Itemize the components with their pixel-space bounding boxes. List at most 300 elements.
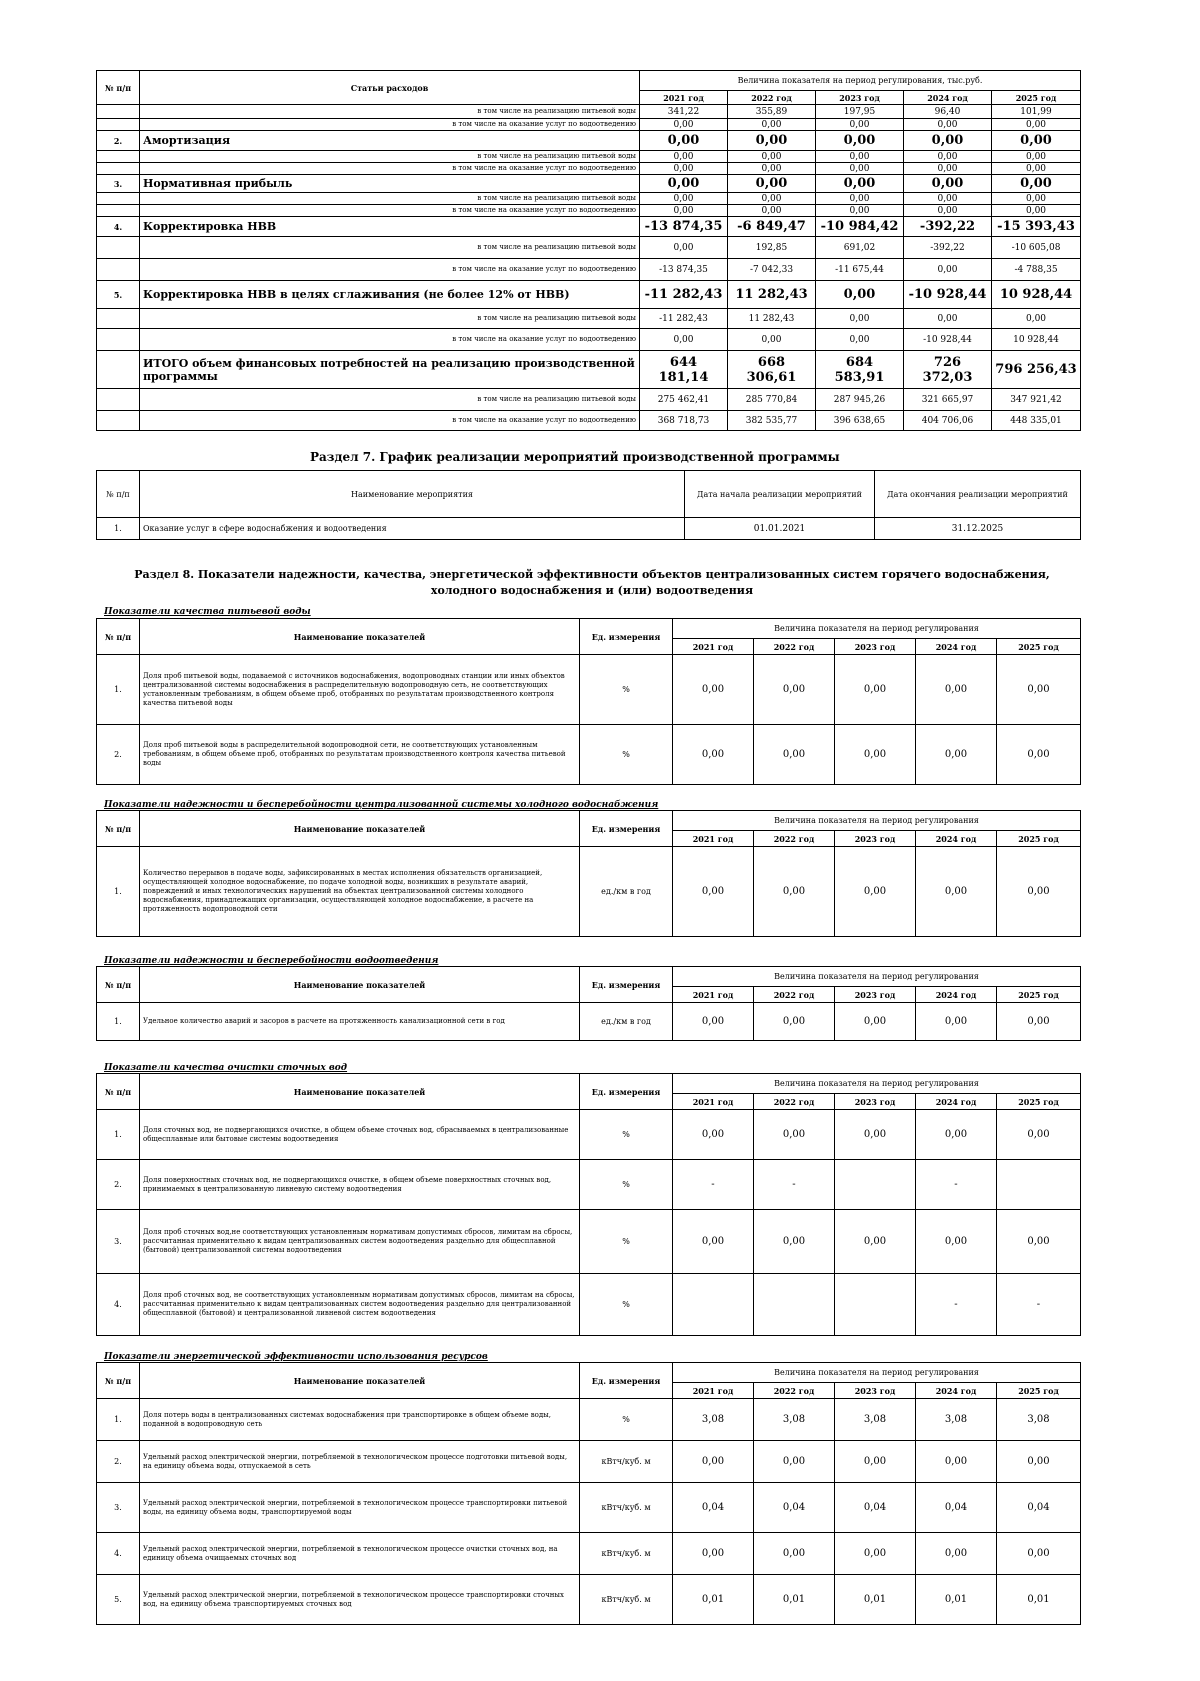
value-2023 bbox=[835, 1160, 916, 1210]
value-2023: 0,00 bbox=[816, 281, 904, 309]
value-2025: 0,00 bbox=[992, 205, 1081, 217]
value-2025: 347 921,42 bbox=[992, 389, 1081, 411]
indicator-row bbox=[97, 1441, 1081, 1483]
year-header-0: 2021 год bbox=[673, 987, 754, 1003]
unit: кВтч/куб. м bbox=[580, 1533, 673, 1575]
value-2024: 0,00 bbox=[904, 259, 992, 281]
value-2025: 0,00 bbox=[992, 193, 1081, 205]
value-2023: 0,00 bbox=[835, 725, 916, 785]
value-2022: -7 042,33 bbox=[728, 259, 816, 281]
schedule-table bbox=[96, 470, 1081, 540]
value-2025: -4 788,35 bbox=[992, 259, 1081, 281]
value-2023: 0,00 bbox=[835, 1210, 916, 1274]
row-number: 1. bbox=[97, 1110, 140, 1160]
start-date: 01.01.2021 bbox=[685, 518, 875, 540]
value-2021: 0,00 bbox=[673, 1441, 754, 1483]
year-header-4: 2025 год bbox=[997, 1383, 1081, 1399]
col-header-indicator-name: Наименование показателей bbox=[140, 811, 580, 847]
value-2024: 0,00 bbox=[916, 725, 997, 785]
value-2022: 0,00 bbox=[728, 193, 816, 205]
year-header-0: 2021 год bbox=[640, 91, 728, 105]
indicator-row bbox=[97, 1533, 1081, 1575]
row-number bbox=[97, 309, 140, 329]
expense-row bbox=[97, 389, 1081, 411]
year-header-3: 2024 год bbox=[904, 91, 992, 105]
value-2025: 0,00 bbox=[997, 847, 1081, 937]
activity-name: Оказание услуг в сфере водоснабжения и водоотведения bbox=[140, 518, 685, 540]
row-number: 3. bbox=[97, 1210, 140, 1274]
expense-item-label: Амортизация bbox=[140, 131, 640, 151]
col-header-indicator-name: Наименование показателей bbox=[140, 1074, 580, 1110]
value-2025: 0,00 bbox=[992, 163, 1081, 175]
indicator-group-subtitle: Показатели качества питьевой воды bbox=[104, 607, 311, 617]
value-2021: 0,04 bbox=[673, 1483, 754, 1533]
value-2021: 644 181,14 bbox=[640, 351, 728, 389]
value-2021: 341,22 bbox=[640, 105, 728, 119]
value-2024: -392,22 bbox=[904, 217, 992, 237]
value-2025: 0,04 bbox=[997, 1483, 1081, 1533]
unit: кВтч/куб. м bbox=[580, 1575, 673, 1625]
section-7-title: Раздел 7. График реализации мероприятий производственной программы bbox=[310, 450, 840, 464]
row-number: 2. bbox=[97, 1160, 140, 1210]
value-2022: 0,00 bbox=[754, 847, 835, 937]
indicator-row bbox=[97, 1003, 1081, 1041]
col-header-number: № п/п bbox=[97, 471, 140, 518]
indicator-name: Удельный расход электрической энергии, потребляемой в технологическом процессе транспортировки сточных вод, на единицу объема транспортируемых сточных вод bbox=[140, 1575, 580, 1625]
value-2025: 0,00 bbox=[997, 1110, 1081, 1160]
value-2022: 0,00 bbox=[728, 119, 816, 131]
row-number: 5. bbox=[97, 1575, 140, 1625]
row-number bbox=[97, 163, 140, 175]
value-2025: 10 928,44 bbox=[992, 329, 1081, 351]
indicator-table bbox=[96, 966, 1081, 1041]
col-header-start-date: Дата начала реализации мероприятий bbox=[685, 471, 875, 518]
value-2024: 0,00 bbox=[904, 119, 992, 131]
row-number: 1. bbox=[97, 655, 140, 725]
row-number: 3. bbox=[97, 1483, 140, 1533]
expense-item-label: Нормативная прибыль bbox=[140, 175, 640, 193]
value-2025: 448 335,01 bbox=[992, 411, 1081, 431]
expense-row bbox=[97, 309, 1081, 329]
indicator-name: Доля сточных вод, не подвергающихся очистке, в общем объеме сточных вод, сбрасываемых в централизованные общесплавные или бытовые системы водоотведения bbox=[140, 1110, 580, 1160]
value-2025: -10 605,08 bbox=[992, 237, 1081, 259]
indicator-group-subtitle: Показатели надежности и бесперебойности централизованной системы холодного водоснабжения bbox=[104, 800, 659, 810]
row-number: 4. bbox=[97, 1533, 140, 1575]
value-2024: 0,00 bbox=[904, 309, 992, 329]
year-header-3: 2024 год bbox=[916, 639, 997, 655]
value-2024: 0,00 bbox=[916, 1110, 997, 1160]
value-2024: 0,00 bbox=[904, 175, 992, 193]
year-header-1: 2022 год bbox=[754, 987, 835, 1003]
value-2023: 0,00 bbox=[816, 309, 904, 329]
value-2024: 726 372,03 bbox=[904, 351, 992, 389]
value-2023: 0,00 bbox=[835, 1003, 916, 1041]
indicator-row bbox=[97, 725, 1081, 785]
row-number: 2. bbox=[97, 131, 140, 151]
value-2021: 0,00 bbox=[673, 1210, 754, 1274]
value-2024: 0,00 bbox=[904, 193, 992, 205]
col-header-indicator-name: Наименование показателей bbox=[140, 619, 580, 655]
indicator-row bbox=[97, 655, 1081, 725]
value-2022: 192,85 bbox=[728, 237, 816, 259]
expense-subitem-label: в том числе на оказание услуг по водоотведению bbox=[140, 163, 640, 175]
col-header-expense-item: Статьи расходов bbox=[140, 71, 640, 105]
value-2024: 0,00 bbox=[904, 205, 992, 217]
unit: % bbox=[580, 725, 673, 785]
value-2024: 321 665,97 bbox=[904, 389, 992, 411]
col-header-period: Величина показателя на период регулирования, тыс.руб. bbox=[640, 71, 1081, 91]
value-2023: 0,00 bbox=[816, 151, 904, 163]
value-2023: 0,00 bbox=[835, 655, 916, 725]
value-2022: 0,00 bbox=[754, 1210, 835, 1274]
col-header-indicator-name: Наименование показателей bbox=[140, 1363, 580, 1399]
indicator-row bbox=[97, 1160, 1081, 1210]
value-2021: 0,00 bbox=[640, 193, 728, 205]
value-2024: 0,00 bbox=[916, 1441, 997, 1483]
col-header-number: № п/п bbox=[97, 967, 140, 1003]
expense-item-label: ИТОГО объем финансовых потребностей на реализацию производственной программы bbox=[140, 351, 640, 389]
row-number: 5. bbox=[97, 281, 140, 309]
value-2024: 0,01 bbox=[916, 1575, 997, 1625]
expense-row bbox=[97, 281, 1081, 309]
col-header-unit: Ед. измерения bbox=[580, 967, 673, 1003]
expense-subitem-label: в том числе на оказание услуг по водоотведению bbox=[140, 329, 640, 351]
value-2021: -11 282,43 bbox=[640, 281, 728, 309]
value-2021: 0,00 bbox=[673, 1110, 754, 1160]
expense-subitem-label: в том числе на реализацию питьевой воды bbox=[140, 193, 640, 205]
year-header-1: 2022 год bbox=[754, 1383, 835, 1399]
value-2021 bbox=[673, 1274, 754, 1336]
value-2024: 0,00 bbox=[916, 1003, 997, 1041]
value-2021: -11 282,43 bbox=[640, 309, 728, 329]
year-header-4: 2025 год bbox=[997, 639, 1081, 655]
value-2025: 0,00 bbox=[997, 1533, 1081, 1575]
unit: % bbox=[580, 1110, 673, 1160]
expense-row bbox=[97, 259, 1081, 281]
col-header-period: Величина показателя на период регулирования bbox=[673, 619, 1081, 639]
value-2024: 0,00 bbox=[916, 1533, 997, 1575]
value-2021: 0,00 bbox=[640, 163, 728, 175]
col-header-number: № п/п bbox=[97, 1363, 140, 1399]
value-2025: 0,00 bbox=[992, 151, 1081, 163]
col-header-period: Величина показателя на период регулирования bbox=[673, 1363, 1081, 1383]
unit: ед./км в год bbox=[580, 847, 673, 937]
value-2023: 0,00 bbox=[835, 1533, 916, 1575]
value-2025: 0,00 bbox=[992, 309, 1081, 329]
expense-row bbox=[97, 105, 1081, 119]
value-2023: 0,00 bbox=[835, 1110, 916, 1160]
col-header-number: № п/п bbox=[97, 71, 140, 105]
year-header-3: 2024 год bbox=[916, 1094, 997, 1110]
expense-row bbox=[97, 119, 1081, 131]
unit: % bbox=[580, 1160, 673, 1210]
value-2024: -392,22 bbox=[904, 237, 992, 259]
indicator-group-subtitle: Показатели надежности и бесперебойности водоотведения bbox=[104, 956, 439, 966]
indicator-row bbox=[97, 847, 1081, 937]
unit: кВтч/куб. м bbox=[580, 1483, 673, 1533]
value-2022: 0,00 bbox=[754, 1110, 835, 1160]
value-2022: 0,00 bbox=[754, 1533, 835, 1575]
value-2021: 0,00 bbox=[640, 205, 728, 217]
unit: кВтч/куб. м bbox=[580, 1441, 673, 1483]
value-2023: -11 675,44 bbox=[816, 259, 904, 281]
indicator-name: Удельный расход электрической энергии, потребляемой в технологическом процессе очистки сточных вод, на единицу объема очищаемых сточных вод bbox=[140, 1533, 580, 1575]
indicator-name: Доля проб питьевой воды в распределительной водопроводной сети, не соответствующих установленным требованиям, в общем объеме проб, отобранных по результатам производственного контроля качества питьевой воды bbox=[140, 725, 580, 785]
row-number bbox=[97, 105, 140, 119]
row-number: 3. bbox=[97, 175, 140, 193]
expense-subitem-label: в том числе на реализацию питьевой воды bbox=[140, 309, 640, 329]
value-2022 bbox=[754, 1274, 835, 1336]
row-number bbox=[97, 351, 140, 389]
value-2024: 96,40 bbox=[904, 105, 992, 119]
value-2023: 0,00 bbox=[816, 119, 904, 131]
indicator-row bbox=[97, 1274, 1081, 1336]
expense-subitem-label: в том числе на реализацию питьевой воды bbox=[140, 151, 640, 163]
year-header-0: 2021 год bbox=[673, 1383, 754, 1399]
value-2023: 0,00 bbox=[816, 193, 904, 205]
value-2022: 382 535,77 bbox=[728, 411, 816, 431]
expense-row bbox=[97, 151, 1081, 163]
value-2022: - bbox=[754, 1160, 835, 1210]
value-2024: - bbox=[916, 1274, 997, 1336]
value-2025: 0,00 bbox=[997, 1210, 1081, 1274]
col-header-activity: Наименование мероприятия bbox=[140, 471, 685, 518]
year-header-1: 2022 год bbox=[754, 1094, 835, 1110]
year-header-1: 2022 год bbox=[754, 639, 835, 655]
value-2022: 0,00 bbox=[728, 151, 816, 163]
col-header-unit: Ед. измерения bbox=[580, 811, 673, 847]
year-header-3: 2024 год bbox=[916, 987, 997, 1003]
value-2025: 10 928,44 bbox=[992, 281, 1081, 309]
value-2021: 0,00 bbox=[640, 175, 728, 193]
value-2023: 0,04 bbox=[835, 1483, 916, 1533]
value-2025: - bbox=[997, 1274, 1081, 1336]
value-2024: 404 706,06 bbox=[904, 411, 992, 431]
unit: ед./км в год bbox=[580, 1003, 673, 1041]
value-2025: 0,00 bbox=[997, 655, 1081, 725]
value-2021: 0,00 bbox=[673, 1533, 754, 1575]
value-2021: 3,08 bbox=[673, 1399, 754, 1441]
year-header-1: 2022 год bbox=[754, 831, 835, 847]
value-2023: 3,08 bbox=[835, 1399, 916, 1441]
value-2024: 0,00 bbox=[904, 131, 992, 151]
value-2024: 0,00 bbox=[904, 163, 992, 175]
value-2022: 0,00 bbox=[754, 1441, 835, 1483]
year-header-2: 2023 год bbox=[835, 987, 916, 1003]
year-header-4: 2025 год bbox=[997, 1094, 1081, 1110]
value-2023 bbox=[835, 1274, 916, 1336]
indicator-table bbox=[96, 810, 1081, 937]
value-2025: 0,00 bbox=[992, 175, 1081, 193]
value-2022: 0,00 bbox=[728, 205, 816, 217]
value-2021: 0,00 bbox=[673, 655, 754, 725]
expense-subitem-label: в том числе на реализацию питьевой воды bbox=[140, 105, 640, 119]
value-2022: 0,00 bbox=[728, 175, 816, 193]
year-header-2: 2023 год bbox=[835, 1383, 916, 1399]
row-number: 1. bbox=[97, 518, 140, 540]
end-date: 31.12.2025 bbox=[875, 518, 1081, 540]
year-header-0: 2021 год bbox=[673, 1094, 754, 1110]
row-number: 1. bbox=[97, 847, 140, 937]
value-2025: 3,08 bbox=[997, 1399, 1081, 1441]
expense-row bbox=[97, 193, 1081, 205]
value-2025: -15 393,43 bbox=[992, 217, 1081, 237]
unit: % bbox=[580, 1399, 673, 1441]
year-header-4: 2025 год bbox=[997, 987, 1081, 1003]
value-2025: 0,00 bbox=[997, 725, 1081, 785]
value-2021: - bbox=[673, 1160, 754, 1210]
row-number bbox=[97, 259, 140, 281]
value-2024: 0,00 bbox=[916, 847, 997, 937]
value-2023: 0,00 bbox=[835, 1441, 916, 1483]
col-header-period: Величина показателя на период регулирования bbox=[673, 967, 1081, 987]
value-2025: 101,99 bbox=[992, 105, 1081, 119]
value-2021: 0,00 bbox=[673, 1003, 754, 1041]
expense-row bbox=[97, 411, 1081, 431]
indicator-name: Удельный расход электрической энергии, потребляемой в технологическом процессе подготовки питьевой воды, на единицу объема воды, отпускаемой в сеть bbox=[140, 1441, 580, 1483]
col-header-unit: Ед. измерения bbox=[580, 619, 673, 655]
value-2023: 0,00 bbox=[835, 847, 916, 937]
expense-subitem-label: в том числе на оказание услуг по водоотведению bbox=[140, 259, 640, 281]
value-2021: 0,00 bbox=[640, 119, 728, 131]
year-header-3: 2024 год bbox=[916, 831, 997, 847]
indicator-row bbox=[97, 1210, 1081, 1274]
unit: % bbox=[580, 1210, 673, 1274]
indicator-row bbox=[97, 1399, 1081, 1441]
row-number: 4. bbox=[97, 217, 140, 237]
value-2023: 0,00 bbox=[816, 205, 904, 217]
expense-subitem-label: в том числе на оказание услуг по водоотведению bbox=[140, 205, 640, 217]
value-2024: 0,00 bbox=[916, 1210, 997, 1274]
value-2021: 0,00 bbox=[640, 151, 728, 163]
value-2021: -13 874,35 bbox=[640, 217, 728, 237]
expense-row bbox=[97, 329, 1081, 351]
indicator-group-subtitle: Показатели энергетической эффективности использования ресурсов bbox=[104, 1352, 488, 1362]
expense-row bbox=[97, 351, 1081, 389]
unit: % bbox=[580, 655, 673, 725]
row-number: 1. bbox=[97, 1399, 140, 1441]
value-2025: 0,01 bbox=[997, 1575, 1081, 1625]
indicator-name: Доля проб питьевой воды, подаваемой с источников водоснабжения, водопроводных станции или иных объектов централизованной системы водоснабжения в распределительную водопроводную сеть, не соответствующих установленным требованиям, в общем объеме проб, отобранных по результатам производственного контроля качества питьевой воды bbox=[140, 655, 580, 725]
row-number bbox=[97, 193, 140, 205]
indicator-name: Удельный расход электрической энергии, потребляемой в технологическом процессе транспортировки питьевой воды, на единицу объема воды, транспортируемой воды bbox=[140, 1483, 580, 1533]
value-2021: 0,01 bbox=[673, 1575, 754, 1625]
value-2024: 0,00 bbox=[916, 655, 997, 725]
value-2021: 0,00 bbox=[640, 131, 728, 151]
col-header-period: Величина показателя на период регулирования bbox=[673, 1074, 1081, 1094]
year-header-4: 2025 год bbox=[992, 91, 1081, 105]
row-number bbox=[97, 151, 140, 163]
section-8-title: Раздел 8. Показатели надежности, качества, энергетической эффективности объектов централизованных систем горячего водоснабжения, холодного водоснабжения и (или) водоотведения bbox=[134, 568, 1050, 597]
value-2022: 0,00 bbox=[728, 131, 816, 151]
value-2022: 0,04 bbox=[754, 1483, 835, 1533]
value-2022: 355,89 bbox=[728, 105, 816, 119]
value-2022: 0,00 bbox=[754, 725, 835, 785]
year-header-2: 2023 год bbox=[835, 831, 916, 847]
indicator-name: Количество перерывов в подаче воды, зафиксированных в местах исполнения обязательств организацией, осуществляющей холодное водоснабжение, по подаче холодной воды, возникших в результате аварий, повреждений и иных технологических нарушений на объектах централизованной системы холодного водоснабжения, принадлежащих организации, осуществляющей холодное водоснабжение, в расчете на протяженность водопроводной сети bbox=[140, 847, 580, 937]
indicator-row bbox=[97, 1575, 1081, 1625]
value-2021: 0,00 bbox=[640, 329, 728, 351]
indicator-name: Доля проб сточных вод, не соответствующих установленным нормативам допустимых сбросов, лимитам на сбросы, рассчитанная применительно к видам централизованных систем водоотведения раздельно для централизованной общесплавной (бытовой) и централизованной ливневой систем водоотведения bbox=[140, 1274, 580, 1336]
value-2023: 684 583,91 bbox=[816, 351, 904, 389]
indicator-name: Удельное количество аварий и засоров в расчете на протяженность канализационной сети в год bbox=[140, 1003, 580, 1041]
expense-subitem-label: в том числе на реализацию питьевой воды bbox=[140, 389, 640, 411]
indicator-row bbox=[97, 1483, 1081, 1533]
row-number: 1. bbox=[97, 1003, 140, 1041]
col-header-end-date: Дата окончания реализации мероприятий bbox=[875, 471, 1081, 518]
value-2021: 368 718,73 bbox=[640, 411, 728, 431]
value-2023: -10 984,42 bbox=[816, 217, 904, 237]
row-number: 4. bbox=[97, 1274, 140, 1336]
indicator-group-subtitle: Показатели качества очистки сточных вод bbox=[104, 1063, 348, 1073]
value-2022: 0,00 bbox=[754, 655, 835, 725]
value-2025: 0,00 bbox=[997, 1441, 1081, 1483]
value-2025: 0,00 bbox=[992, 131, 1081, 151]
row-number bbox=[97, 411, 140, 431]
col-header-period: Величина показателя на период регулирования bbox=[673, 811, 1081, 831]
value-2022: 668 306,61 bbox=[728, 351, 816, 389]
indicator-row bbox=[97, 1110, 1081, 1160]
expense-row bbox=[97, 131, 1081, 151]
expense-item-label: Корректировка НВВ в целях сглаживания (не более 12% от НВВ) bbox=[140, 281, 640, 309]
year-header-3: 2024 год bbox=[916, 1383, 997, 1399]
expense-item-label: Корректировка НВВ bbox=[140, 217, 640, 237]
value-2024: 0,04 bbox=[916, 1483, 997, 1533]
expense-subitem-label: в том числе на реализацию питьевой воды bbox=[140, 237, 640, 259]
value-2024: -10 928,44 bbox=[904, 329, 992, 351]
value-2022: 0,01 bbox=[754, 1575, 835, 1625]
year-header-0: 2021 год bbox=[673, 639, 754, 655]
expense-subitem-label: в том числе на оказание услуг по водоотведению bbox=[140, 411, 640, 431]
col-header-unit: Ед. измерения bbox=[580, 1074, 673, 1110]
value-2023: 197,95 bbox=[816, 105, 904, 119]
value-2022: 11 282,43 bbox=[728, 281, 816, 309]
indicator-name: Доля проб сточных вод,не соответствующих установленным нормативам допустимых сбросов, лимитам на сбросы, рассчитанная применительно к видам централизованных систем водоотведения раздельно для общесплавной (бытовой) централизованной системы водоотведения bbox=[140, 1210, 580, 1274]
col-header-unit: Ед. измерения bbox=[580, 1363, 673, 1399]
expense-subitem-label: в том числе на оказание услуг по водоотведению bbox=[140, 119, 640, 131]
value-2025: 0,00 bbox=[992, 119, 1081, 131]
value-2023: 0,01 bbox=[835, 1575, 916, 1625]
expense-row bbox=[97, 205, 1081, 217]
value-2022: 11 282,43 bbox=[728, 309, 816, 329]
value-2021: -13 874,35 bbox=[640, 259, 728, 281]
value-2022: 3,08 bbox=[754, 1399, 835, 1441]
expense-row bbox=[97, 237, 1081, 259]
year-header-0: 2021 год bbox=[673, 831, 754, 847]
col-header-number: № п/п bbox=[97, 1074, 140, 1110]
value-2022: 0,00 bbox=[754, 1003, 835, 1041]
indicator-table bbox=[96, 1362, 1081, 1625]
value-2023: 0,00 bbox=[816, 163, 904, 175]
value-2022: -6 849,47 bbox=[728, 217, 816, 237]
unit: % bbox=[580, 1274, 673, 1336]
value-2023: 691,02 bbox=[816, 237, 904, 259]
value-2023: 0,00 bbox=[816, 175, 904, 193]
value-2024: -10 928,44 bbox=[904, 281, 992, 309]
col-header-number: № п/п bbox=[97, 811, 140, 847]
year-header-4: 2025 год bbox=[997, 831, 1081, 847]
expense-row bbox=[97, 163, 1081, 175]
year-header-1: 2022 год bbox=[728, 91, 816, 105]
value-2024: 0,00 bbox=[904, 151, 992, 163]
value-2021: 0,00 bbox=[640, 237, 728, 259]
value-2023: 0,00 bbox=[816, 131, 904, 151]
value-2023: 287 945,26 bbox=[816, 389, 904, 411]
year-header-2: 2023 год bbox=[816, 91, 904, 105]
value-2023: 396 638,65 bbox=[816, 411, 904, 431]
row-number bbox=[97, 329, 140, 351]
value-2021: 0,00 bbox=[673, 847, 754, 937]
